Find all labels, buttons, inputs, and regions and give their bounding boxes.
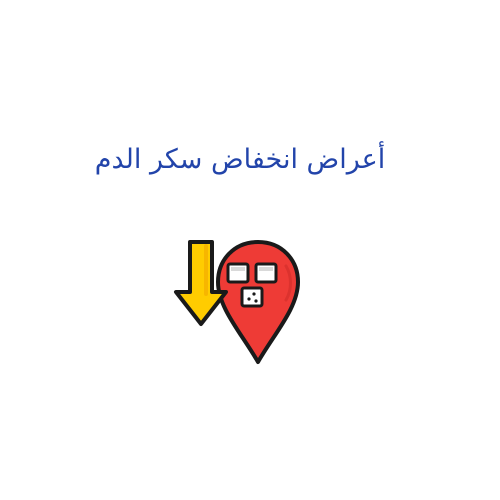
- page-title: أعراض انخفاض سكر الدم: [94, 144, 386, 175]
- low-blood-sugar-illustration: [170, 236, 306, 368]
